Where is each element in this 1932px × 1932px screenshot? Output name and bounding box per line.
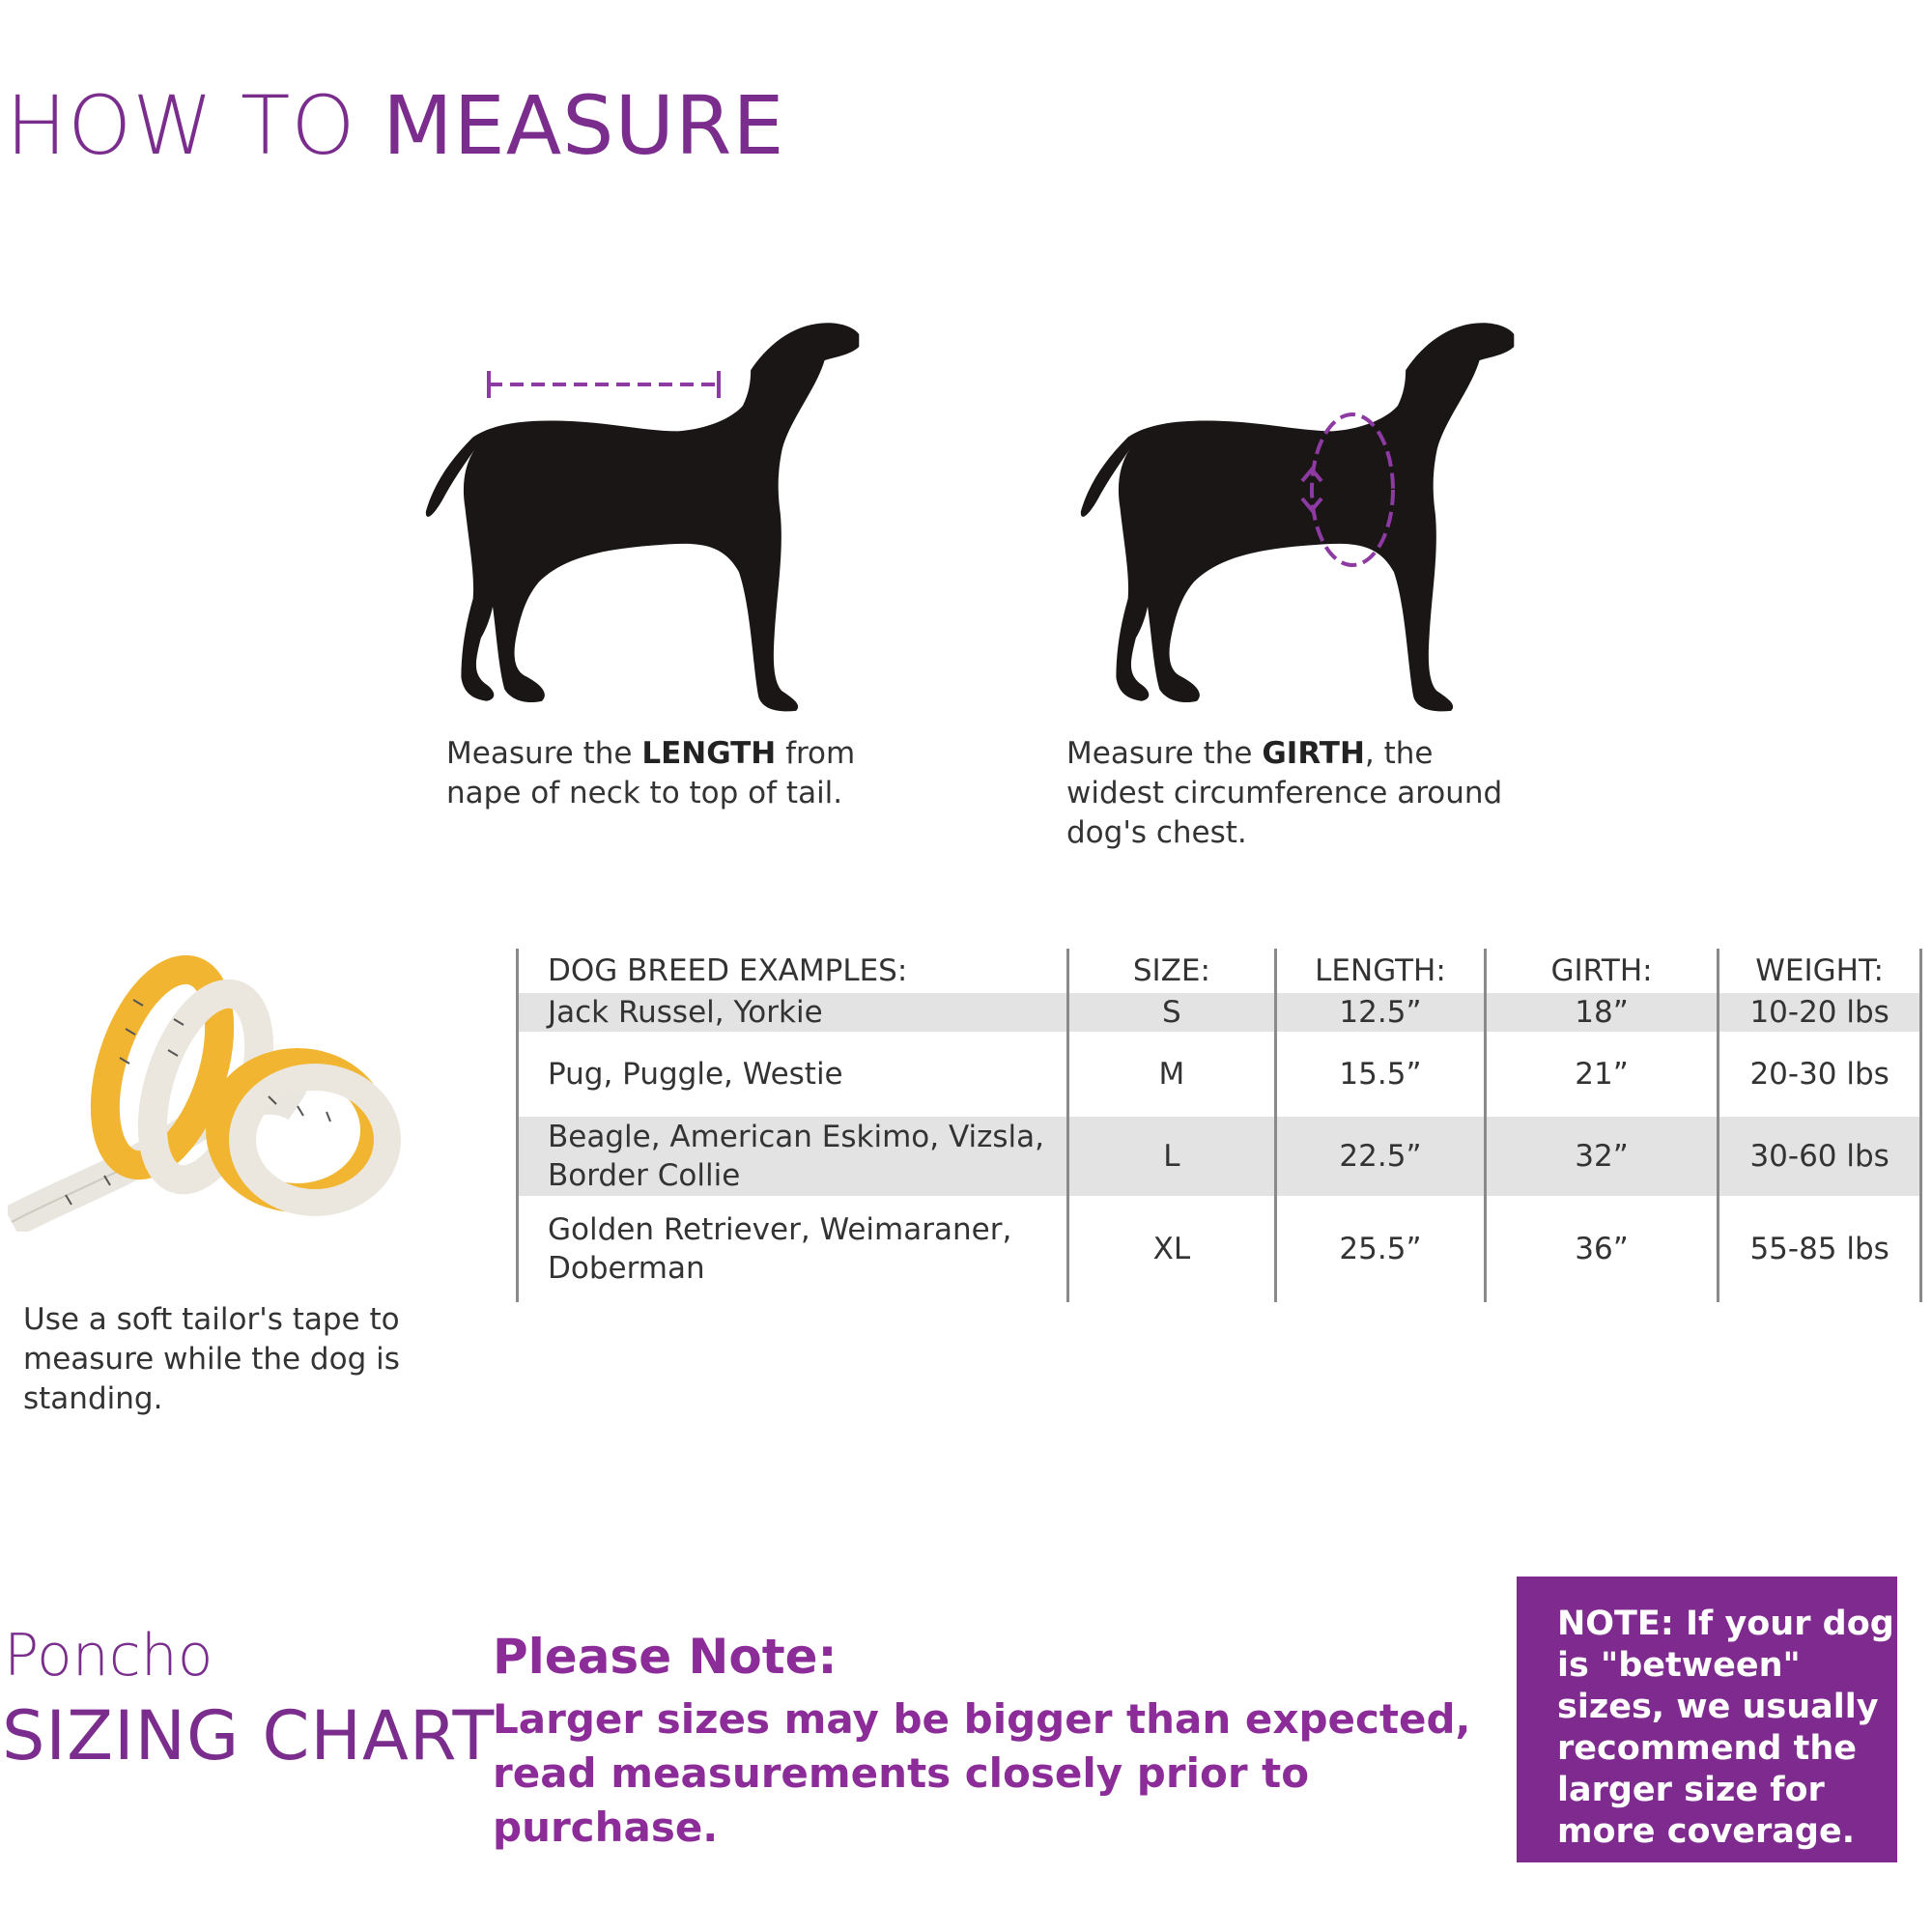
table-row <box>518 1032 1921 1117</box>
header-length: LENGTH: <box>1276 949 1486 993</box>
table-row <box>518 993 1921 1032</box>
cell-weight: 30-60 lbs <box>1719 1117 1921 1196</box>
header-weight: WEIGHT: <box>1719 949 1921 993</box>
cell-girth: 36” <box>1485 1196 1718 1302</box>
cell-size: XL <box>1067 1196 1275 1302</box>
cell-girth: 18” <box>1485 993 1718 1032</box>
cell-breed: Golden Retriever, Weimaraner, Doberman <box>518 1196 1068 1302</box>
cell-size: S <box>1067 993 1275 1032</box>
cell-weight: 20-30 lbs <box>1719 1032 1921 1117</box>
title-light: HOW TO <box>6 78 384 173</box>
table-header-row <box>518 949 1921 993</box>
cell-size: M <box>1067 1032 1275 1117</box>
header-breed: DOG BREED EXAMPLES: <box>518 949 1068 993</box>
sizing-chart-label: SIZING CHART <box>2 1696 496 1776</box>
page-title <box>6 78 785 173</box>
poncho-label: Poncho <box>4 1622 213 1690</box>
cell-girth: 32” <box>1485 1117 1718 1196</box>
length-measure-line-icon <box>483 365 734 404</box>
girth-caption: Measure the GIRTH, the widest circumference around dog's chest. <box>1066 736 1503 850</box>
table-row <box>518 1117 1921 1196</box>
cell-length: 22.5” <box>1276 1117 1486 1196</box>
cell-breed: Jack Russel, Yorkie <box>518 993 1068 1032</box>
table-row <box>518 1196 1921 1302</box>
cell-breed: Beagle, American Eskimo, Vizsla, Border Collie <box>518 1117 1068 1196</box>
please-note-heading: Please Note: <box>493 1629 838 1685</box>
tape-caption: Use a soft tailor's tape to measure while the dog is standing. <box>23 1302 400 1416</box>
cell-length: 25.5” <box>1276 1196 1486 1302</box>
cell-weight: 10-20 lbs <box>1719 993 1921 1032</box>
please-note-body: Larger sizes may be bigger than expected, read measurements closely prior to purchase. <box>493 1695 1471 1851</box>
sizing-table <box>516 949 1922 1302</box>
cell-size: L <box>1067 1117 1275 1196</box>
cell-breed: Pug, Puggle, Westie <box>518 1032 1068 1117</box>
length-caption: Measure the LENGTH from nape of neck to top of tail. <box>446 736 856 810</box>
cell-length: 15.5” <box>1276 1032 1486 1117</box>
between-sizes-note-box: NOTE: If your dog is "between" sizes, we usually recommend the larger size for more coverage. <box>1517 1577 1897 1862</box>
measuring-tape-icon <box>8 942 423 1232</box>
cell-length: 12.5” <box>1276 993 1486 1032</box>
header-girth: GIRTH: <box>1485 949 1718 993</box>
title-bold: MEASURE <box>383 78 785 173</box>
cell-weight: 55-85 lbs <box>1719 1196 1921 1302</box>
header-size: SIZE: <box>1067 949 1275 993</box>
girth-measure-loop-icon <box>1294 404 1410 576</box>
cell-girth: 21” <box>1485 1032 1718 1117</box>
